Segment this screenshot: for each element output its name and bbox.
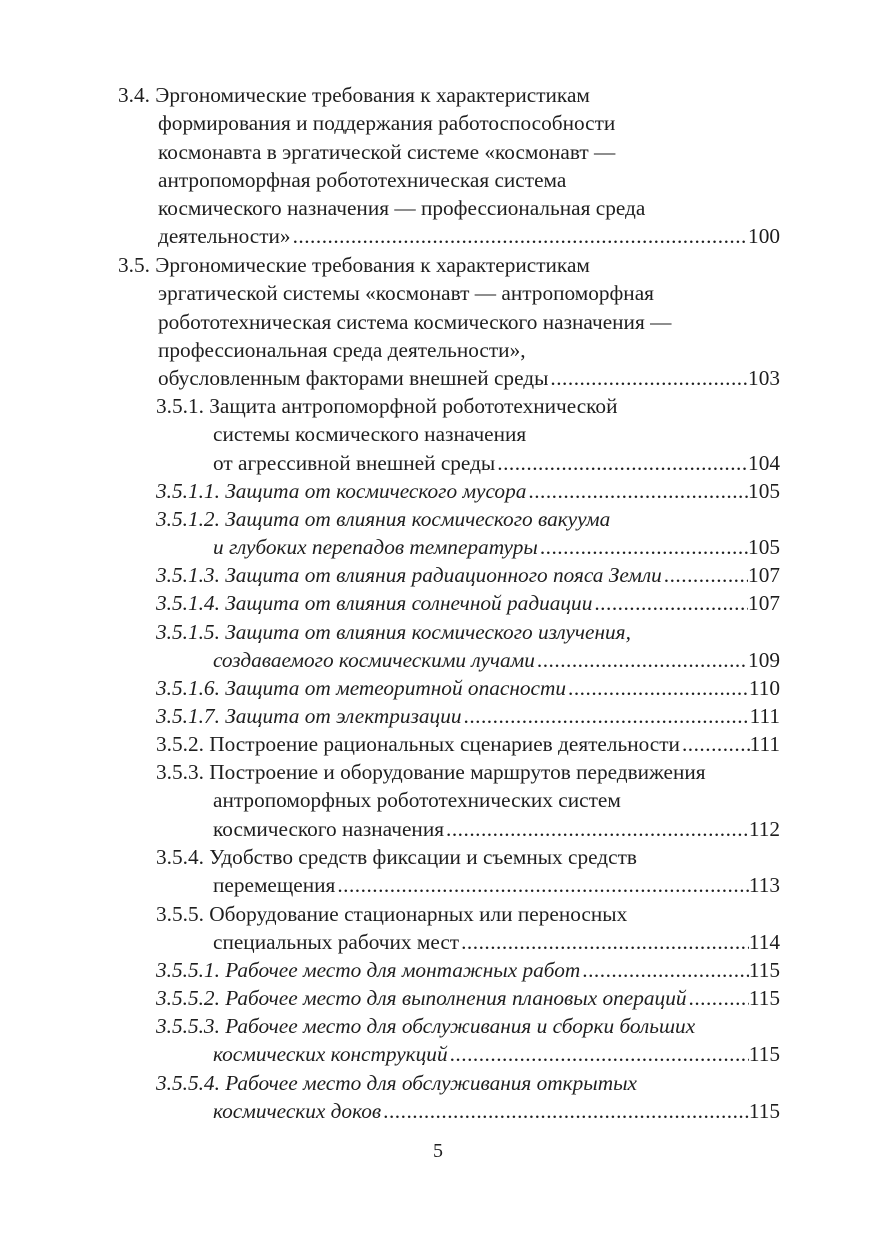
toc-entry xyxy=(156,505,780,562)
toc-text: 3.5.1.4. Защита от влияния солнечной радиации xyxy=(156,591,593,615)
toc-line: 3.5.4. Удобство средств фиксации и съемных средств xyxy=(156,845,637,869)
toc-page-number: 105 xyxy=(748,535,780,560)
toc-line: 3.5.1.2. Защита от влияния космического вакуума xyxy=(156,507,611,531)
toc-page-number: 115 xyxy=(748,1042,780,1067)
dot-leader xyxy=(680,730,750,758)
dot-leader xyxy=(580,956,749,984)
toc-entry xyxy=(156,561,780,589)
toc-line xyxy=(156,449,780,477)
page-number: 5 xyxy=(433,1140,443,1162)
toc-line xyxy=(156,928,780,956)
toc-line xyxy=(156,956,780,984)
dot-leader xyxy=(335,871,749,899)
toc-text: создаваемого космическими лучами xyxy=(213,648,535,673)
toc-entry xyxy=(118,251,780,392)
toc-line xyxy=(156,1097,780,1125)
toc-line: системы космического назначения xyxy=(213,422,527,447)
dot-leader xyxy=(566,674,749,702)
toc-entry xyxy=(156,618,780,675)
toc-line: 3.4. Эргономические требования к характеристикам xyxy=(118,83,590,107)
dot-leader xyxy=(526,477,748,505)
toc-entry xyxy=(156,589,780,617)
dot-leader xyxy=(459,928,749,956)
toc-entry xyxy=(156,1012,780,1069)
toc-text: перемещения xyxy=(213,873,336,898)
toc-line xyxy=(118,222,780,250)
toc-line: антропоморфных робототехнических систем xyxy=(213,788,621,813)
dot-leader xyxy=(448,1040,749,1068)
toc-line xyxy=(118,364,780,392)
toc-text: космического назначения xyxy=(213,816,445,841)
toc-line xyxy=(156,984,780,1012)
toc-line: 3.5.1.5. Защита от влияния космического излучения, xyxy=(156,620,631,644)
toc-text: космических доков xyxy=(213,1099,382,1124)
toc-entry xyxy=(156,984,780,1012)
toc-line: 3.5.5.3. Рабочее место для обслуживания и сборки больших xyxy=(156,1014,696,1038)
toc-line: космонавта в эргатической системе «космонавт — xyxy=(158,139,616,164)
dot-leader xyxy=(291,222,748,250)
toc-line: 3.5.5.4. Рабочее место для обслуживания открытых xyxy=(156,1071,637,1095)
toc-entry xyxy=(156,1069,780,1126)
dot-leader xyxy=(462,702,750,730)
toc-page-number: 104 xyxy=(748,450,780,475)
toc-line: 3.5.3. Построение и оборудование маршрутов передвижения xyxy=(156,760,706,784)
toc-text: 3.5.2. Построение рациональных сценариев деятельности xyxy=(156,732,680,756)
toc-line: эргатической системы «космонавт — антропоморфная xyxy=(158,281,654,306)
dot-leader xyxy=(687,984,749,1012)
toc-page-number: 100 xyxy=(748,224,780,249)
dot-leader xyxy=(538,533,748,561)
toc-page-number: 103 xyxy=(748,366,780,391)
toc-page-number: 109 xyxy=(748,648,780,673)
toc-text: 3.5.5.2. Рабочее место для выполнения плановых операций xyxy=(156,986,687,1010)
toc-entry xyxy=(156,900,780,957)
dot-leader xyxy=(495,449,748,477)
dot-leader xyxy=(381,1097,749,1125)
toc-entry xyxy=(156,956,780,984)
toc-page-number: 115 xyxy=(748,986,780,1010)
toc-text: 3.5.1.7. Защита от электризации xyxy=(156,704,462,728)
toc-text: 3.5.1.1. Защита от космического мусора xyxy=(156,479,527,503)
toc-line: формирования и поддержания работоспособности xyxy=(158,111,616,136)
toc-line xyxy=(156,1040,780,1068)
dot-leader xyxy=(592,589,748,617)
toc-entry xyxy=(156,843,780,900)
toc-page-number: 114 xyxy=(748,930,780,955)
toc-line xyxy=(156,477,780,505)
dot-leader xyxy=(548,364,748,392)
toc-text: от агрессивной внешней среды xyxy=(213,450,496,475)
toc-page-number: 107 xyxy=(748,563,780,587)
toc-line xyxy=(156,674,780,702)
toc-text: 3.5.5.1. Рабочее место для монтажных работ xyxy=(156,958,581,982)
dot-leader xyxy=(444,815,749,843)
dot-leader xyxy=(662,561,748,589)
toc-line xyxy=(156,815,780,843)
toc-page-number: 111 xyxy=(749,732,780,756)
toc-line xyxy=(156,589,780,617)
toc-page-number: 111 xyxy=(749,704,780,728)
toc-line xyxy=(156,730,780,758)
toc-page-number: 110 xyxy=(748,676,780,700)
toc-entry xyxy=(118,81,780,251)
toc-text: космических конструкций xyxy=(213,1042,448,1067)
toc-line: 3.5.5. Оборудование стационарных или переносных xyxy=(156,902,628,926)
toc-page-number: 113 xyxy=(748,873,780,898)
toc-text: 3.5.1.3. Защита от влияния радиационного пояса Земли xyxy=(156,563,662,587)
toc-line xyxy=(156,561,780,589)
toc-line: антропоморфная робототехническая система xyxy=(158,167,567,192)
toc-line xyxy=(156,871,780,899)
toc-text: 3.5.1.6. Защита от метеоритной опасности xyxy=(156,676,567,700)
toc-entry xyxy=(156,758,780,843)
toc-line: профессиональная среда деятельности», xyxy=(158,337,526,362)
toc-page-number: 112 xyxy=(748,816,780,841)
toc-line xyxy=(156,533,780,561)
toc-entry xyxy=(156,392,780,477)
toc-page-number: 105 xyxy=(748,479,780,503)
toc-line xyxy=(156,702,780,730)
toc-line xyxy=(156,646,780,674)
toc-entry xyxy=(156,702,780,730)
toc-entry xyxy=(156,477,780,505)
toc-page-number: 115 xyxy=(748,958,780,982)
toc-text: и глубоких перепадов температуры xyxy=(213,535,538,560)
toc-page-number: 115 xyxy=(748,1099,780,1124)
toc-text: специальных рабочих мест xyxy=(213,930,460,955)
toc-text: деятельности» xyxy=(158,224,291,249)
toc-line: робототехническая система космического назначения — xyxy=(158,309,672,334)
toc-page-number: 107 xyxy=(748,591,780,615)
toc-text: обусловленным факторами внешней среды xyxy=(158,366,549,391)
dot-leader xyxy=(535,646,748,674)
toc-entry xyxy=(156,674,780,702)
toc-entry xyxy=(156,730,780,758)
toc-line: 3.5.1. Защита антропоморфной робототехнической xyxy=(156,394,618,418)
toc-line: космического назначения — профессиональная среда xyxy=(158,196,646,221)
toc-line: 3.5. Эргономические требования к характеристикам xyxy=(118,253,590,277)
